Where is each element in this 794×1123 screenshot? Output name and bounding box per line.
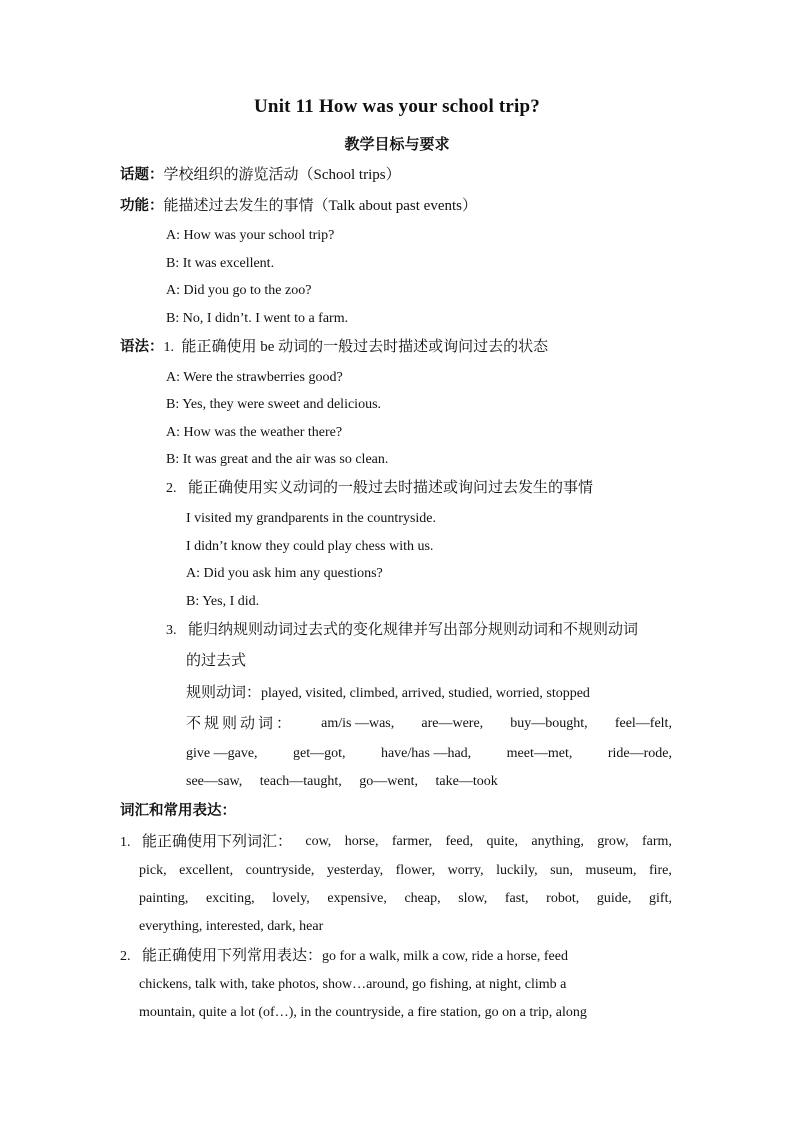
vocab-lead: 能正确使用下列词汇： [142,834,293,850]
vocab-item-number: 2. [120,949,131,964]
grammar-example: B: It was great and the air was so clean. [166,452,389,467]
vocab-word: farm, [641,834,672,849]
irregular-verb: go—went, [359,774,418,789]
grammar-label: 语法： [120,339,164,355]
vocab-item-number: 1. [120,835,131,850]
irregular-verb: feel—felt, [614,716,672,731]
topic-text: 学校组织的游览活动（School trips） [163,167,401,183]
vocab-word: gift, [649,891,672,906]
grammar-item-3 [166,620,638,641]
vocab-word: slow, [458,891,488,906]
regular-verbs-label: 规则动词： [186,685,262,701]
grammar-item-2 [166,478,593,499]
vocab-word: yesterday, [326,863,384,878]
vocab-word: pick, [139,863,167,878]
irregular-verbs-row [186,744,672,764]
function-label: 功能： [120,198,164,214]
grammar-item-number: 3. [166,623,177,638]
vocab-word: anything, [531,834,584,849]
irregular-verb: meet—met, [506,746,573,761]
grammar-example: I visited my grandparents in the countryside. [186,511,436,526]
grammar-example: A: Did you ask him any questions? [186,566,383,581]
vocab-word: cheap, [404,891,441,906]
vocab-word: grow, [597,834,629,849]
grammar-line [120,337,548,358]
irregular-verbs-label: 不规则动词： [186,716,295,732]
expressions-row: chickens, talk with, take photos, show…around, go fishing, at night, climb a [139,977,567,992]
vocab-word: robot, [546,891,580,906]
vocab-label: 词汇和常用表达： [120,803,236,819]
vocab-word: luckily, [496,863,538,878]
vocab-word: farmer, [391,834,433,849]
document-subtitle: 教学目标与要求 [344,137,450,153]
vocab-word: flower, [395,863,436,878]
regular-verbs-text: played, visited, climbed, arrived, studied, worried, stopped [261,686,590,701]
vocab-word: fire, [648,863,672,878]
grammar-example: I didn’t know they could play chess with us. [186,539,434,554]
irregular-verb: take—took [435,774,498,789]
dialogue-line: A: Did you go to the zoo? [166,283,312,298]
irregular-verb: ride—rode, [607,746,672,761]
vocab-word: excellent, [179,863,234,878]
vocab-word: exciting, [205,891,255,906]
vocab-word: feed, [445,834,474,849]
dialogue-line: B: It was excellent. [166,256,275,271]
vocab-word: quite, [486,834,518,849]
grammar-item-text: 能归纳规则动词过去式的变化规律并写出部分规则动词和不规则动词 [188,622,639,638]
expressions-row: mountain, quite a lot (of…), in the countryside, a fire station, go on a trip, along [139,1005,587,1020]
irregular-verb: get—got, [293,746,346,761]
vocab-word: cow, [305,834,332,849]
expressions-row [120,946,568,967]
grammar-example: B: Yes, they were sweet and delicious. [166,397,382,412]
vocab-word: guide, [596,891,632,906]
irregular-verb: teach—taught, [259,774,342,789]
function-line [120,196,477,217]
irregular-verb: have/has —had, [380,746,472,761]
vocab-word: museum, [585,863,637,878]
expressions-text: go for a walk, milk a cow, ride a horse, feed [322,949,568,964]
irregular-verb: see—saw, [186,774,243,789]
grammar-item-number: 1. [163,340,174,355]
vocab-word: countryside, [245,863,315,878]
document-title: Unit 11 How was your school trip? [254,96,540,117]
grammar-example: A: How was the weather there? [166,425,343,440]
grammar-item-text: 能正确使用 be 动词的一般过去时描述或询问过去的状态 [181,339,549,355]
function-text: 能描述过去发生的事情（Talk about past events） [163,198,477,214]
grammar-example: B: Yes, I did. [186,594,260,609]
vocab-word: sun, [550,863,574,878]
vocab-row [139,861,672,881]
grammar-example: A: Were the strawberries good? [166,370,343,385]
topic-line [120,165,401,186]
grammar-item-text: 能正确使用实义动词的一般过去时描述或询问过去发生的事情 [188,480,594,496]
vocab-word: painting, [139,891,189,906]
irregular-verb: are—were, [421,716,484,731]
regular-verbs-line [186,683,590,704]
vocab-word: worry, [447,863,484,878]
vocab-row [139,889,672,909]
grammar-item-text-cont: 的过去式 [186,653,247,669]
vocab-word: expensive, [327,891,387,906]
irregular-verb: buy—bought, [510,716,588,731]
grammar-item-number: 2. [166,481,177,496]
expressions-lead: 能正确使用下列常用表达： [142,948,323,964]
dialogue-line: A: How was your school trip? [166,228,335,243]
topic-label: 话题： [120,167,164,183]
irregular-verb: give —gave, [186,746,258,761]
irregular-verbs-row [186,772,498,792]
vocab-row [120,832,672,853]
vocab-word: lovely, [272,891,310,906]
vocab-word: fast, [504,891,529,906]
irregular-verbs-row [186,714,672,734]
dialogue-line: B: No, I didn’t. I went to a farm. [166,311,349,326]
vocab-word: horse, [344,834,379,849]
vocab-row: everything, interested, dark, hear [139,919,324,934]
irregular-verb: am/is —was, [321,716,395,731]
